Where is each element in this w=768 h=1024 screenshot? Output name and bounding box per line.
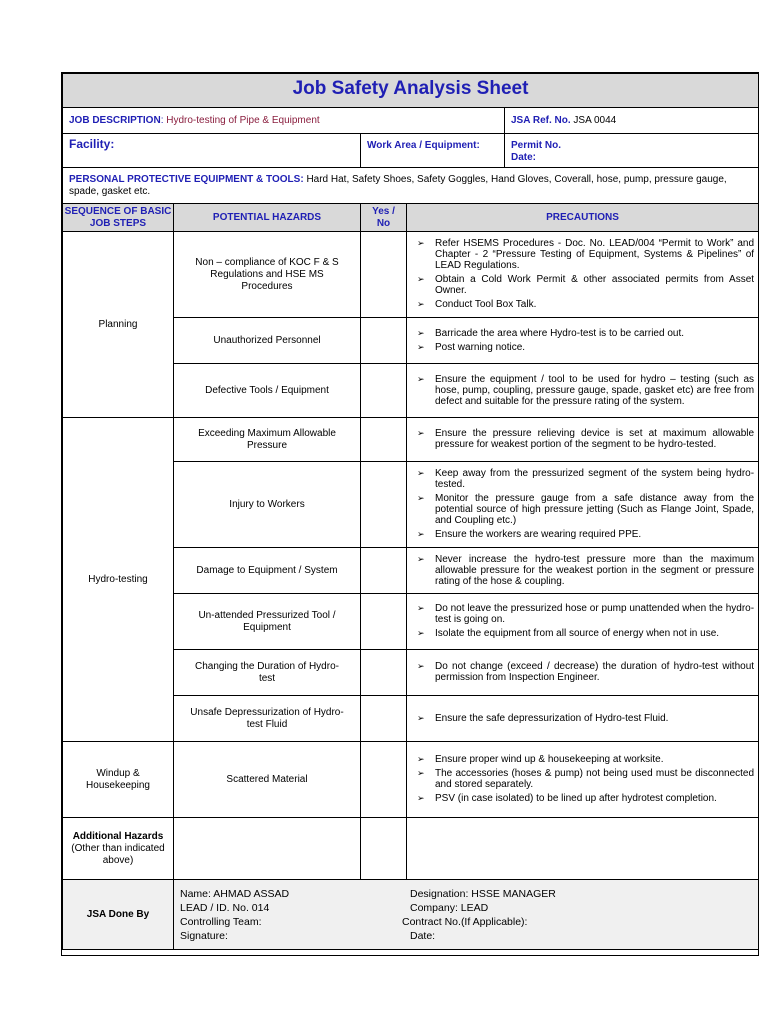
jsa-ref-label: JSA Ref. No. [511, 114, 571, 126]
permit-no-label: Permit No. [511, 140, 562, 151]
yes-no-cell[interactable] [361, 364, 407, 418]
permit-date-label: Date: [511, 152, 537, 163]
precaution-item: ➢ Conduct Tool Box Talk. [417, 299, 754, 310]
hazard-cell [174, 594, 361, 650]
yes-no-cell[interactable] [361, 232, 407, 318]
precautions-list [407, 550, 758, 592]
facility-label: Facility: [69, 137, 115, 151]
signatory-right-field: Date: [410, 929, 436, 942]
precaution-item: ➢ Keep away from the pressurized segment of the system being hydro-tested. [417, 468, 754, 490]
signatory-left-field: Controlling Team: [180, 915, 262, 928]
hazard-cell [174, 418, 361, 462]
precaution-item: ➢ PSV (in case isolated) to be lined up after hydrotest completion. [417, 793, 754, 804]
additional-hazards-label [63, 818, 174, 880]
precautions-cell [407, 318, 759, 364]
permit-cell [505, 134, 759, 168]
precautions-cell [407, 650, 759, 696]
work-area-cell [361, 134, 505, 168]
precautions-cell [407, 696, 759, 742]
jsa-done-by-label: JSA Done By [86, 908, 150, 920]
job-step-label: Hydro-testing [88, 573, 148, 585]
precaution-item: ➢ Isolate the equipment from all source of energy when not in use. [417, 628, 754, 639]
precaution-item: ➢ Ensure the safe depressurization of Hydro-test Fluid. [417, 713, 754, 724]
signatory-right-field: Designation: HSSE MANAGER [410, 887, 556, 900]
jsa-done-by-details [174, 880, 759, 950]
yes-no-cell[interactable] [361, 650, 407, 696]
hazard-cell [174, 318, 361, 364]
precautions-list [407, 234, 758, 315]
precaution-item: ➢ Refer HSEMS Procedures - Doc. No. LEAD/004 “Permit to Work” and Chapter - 2 “Pressure Testing of Equipment, Systems & Pipelines” of LEAD Regulations. [417, 238, 754, 271]
yes-no-cell[interactable] [361, 696, 407, 742]
jsa-done-by-row [63, 880, 759, 950]
precautions-list [407, 424, 758, 455]
job-description: JOB DESCRIPTION: Hydro-testing of Pipe & Equipment [63, 108, 505, 134]
yes-no-cell[interactable] [361, 742, 407, 818]
hazard-text: Exceeding Maximum Allowable Pressure [198, 427, 336, 451]
signatory-left-field: LEAD / ID. No. 014 [180, 901, 270, 914]
precaution-item: ➢ Ensure the pressure relieving device is set at maximum allowable pressure for weakest portion of the segment to be hydro-tested. [417, 428, 754, 450]
signatory-grid [174, 887, 758, 943]
yes-no-cell[interactable] [361, 548, 407, 594]
signatory-left-field: Signature: [180, 929, 228, 942]
hazard-cell [174, 232, 361, 318]
precaution-item: ➢ Post warning notice. [417, 342, 754, 353]
precaution-item: ➢ Do not change (exceed / decrease) the duration of hydro-test without permission from Inspection Engineer. [417, 661, 754, 683]
yes-no-cell[interactable] [361, 462, 407, 548]
precautions-cell [407, 232, 759, 318]
precautions-cell [407, 418, 759, 462]
precaution-item: ➢ Ensure the workers are wearing required PPE. [417, 529, 754, 540]
precaution-item: ➢ Do not leave the pressurized hose or pump unattended when the hydro-test is going on. [417, 603, 754, 625]
header-steps: SEQUENCE OF BASIC JOB STEPS [63, 204, 174, 232]
precautions-list [407, 599, 758, 644]
job-step-label: Windup & Housekeeping [86, 767, 150, 791]
signatory-right-field: Contract No.(If Applicable): [402, 915, 528, 928]
hazard-text: Injury to Workers [229, 498, 305, 510]
jsa-table [62, 73, 759, 950]
additional-hazards-yesno[interactable] [361, 818, 407, 880]
job-description-label: JOB DESCRIPTION [69, 114, 161, 126]
hazard-text: Unauthorized Personnel [213, 334, 321, 346]
header-yesno: Yes / No [361, 204, 407, 232]
precaution-item: ➢ Barricade the area where Hydro-test is to be carried out. [417, 328, 754, 339]
precautions-cell [407, 742, 759, 818]
hazard-text: Un-attended Pressurized Tool / Equipment [198, 609, 336, 633]
hazard-text: Changing the Duration of Hydro-test [195, 660, 339, 684]
precaution-item: ➢ The accessories (hoses & pump) not being used must be disconnected and stored separately. [417, 768, 754, 790]
job-description-value: Hydro-testing of Pipe & Equipment [166, 114, 320, 126]
yes-no-cell[interactable] [361, 594, 407, 650]
hazard-cell [174, 462, 361, 548]
hazard-cell [174, 742, 361, 818]
title-text: Job Safety Analysis Sheet [292, 78, 529, 99]
precautions-list [407, 324, 758, 358]
work-area-label: Work Area / Equipment: [367, 140, 480, 151]
job-step-label: Planning [98, 318, 138, 330]
signatory-left-field: Name: AHMAD ASSAD [180, 887, 290, 900]
additional-hazards-subtitle: (Other than indicated above) [71, 842, 165, 866]
ppe-label: PERSONAL PROTECTIVE EQUIPMENT & TOOLS: [69, 173, 304, 185]
job-step [63, 232, 174, 418]
hazard-text: Defective Tools / Equipment [205, 384, 329, 396]
header-hazards: POTENTIAL HAZARDS [174, 204, 361, 232]
precaution-item: ➢ Ensure the equipment / tool to be used for hydro – testing (such as hose, pump, coupling, pressure gauge, spade, gasket etc) are free from defect and suitable for the pressure rating of the system. [417, 374, 754, 407]
precautions-list [407, 750, 758, 809]
header-precautions: PRECAUTIONS [407, 204, 759, 232]
precaution-item: ➢ Monitor the pressure gauge from a safe distance away from the potential source of high pressure jetting (Such as Flange Joint, Spade, and Coupling etc.) [417, 493, 754, 526]
precautions-list [407, 709, 758, 729]
precautions-list [407, 370, 758, 412]
precautions-cell [407, 548, 759, 594]
hazard-row [63, 742, 759, 818]
hazard-row [63, 232, 759, 318]
precautions-list [407, 657, 758, 688]
additional-hazards-title: Additional Hazards [72, 830, 164, 842]
precautions-cell [407, 462, 759, 548]
jsa-ref [505, 108, 759, 134]
hazard-cell [174, 548, 361, 594]
hazard-row [63, 418, 759, 462]
precautions-cell [407, 594, 759, 650]
ppe-cell [63, 168, 759, 204]
facility-cell [63, 134, 361, 168]
additional-hazards-precautions[interactable] [407, 818, 759, 880]
signatory-right-field: Company: LEAD [410, 901, 489, 914]
yes-no-cell[interactable] [361, 418, 407, 462]
hazard-cell [174, 364, 361, 418]
job-step [63, 742, 174, 818]
hazard-text: Damage to Equipment / System [196, 564, 338, 576]
sheet-title [63, 74, 759, 108]
hazard-text: Unsafe Depressurization of Hydro-test Fluid [190, 706, 344, 730]
additional-hazards-input[interactable] [174, 818, 361, 880]
hazard-cell [174, 696, 361, 742]
jsa-done-by-label-cell [63, 880, 174, 950]
additional-hazards-row [63, 818, 759, 880]
jsa-sheet [61, 72, 759, 956]
hazard-cell [174, 650, 361, 696]
precautions-list [407, 464, 758, 545]
precaution-item: ➢ Never increase the hydro-test pressure more than the maximum allowable pressure for the weakest portion in the segment or pressure rating of the hose & coupling. [417, 554, 754, 587]
precaution-item: ➢ Ensure proper wind up & housekeeping at worksite. [417, 754, 754, 765]
precautions-cell [407, 364, 759, 418]
jsa-ref-value: JSA 0044 [573, 114, 617, 126]
hazard-text: Scattered Material [226, 773, 308, 785]
hazard-text: Non – compliance of KOC F & S Regulations and HSE MS Procedures [195, 256, 339, 292]
yes-no-cell[interactable] [361, 318, 407, 364]
job-step [63, 418, 174, 742]
precaution-item: ➢ Obtain a Cold Work Permit & other associated permits from Asset Owner. [417, 274, 754, 296]
ppe-value: Hard Hat, Safety Shoes, Safety Goggles, Hand Gloves, Coverall, hose, pump, pressure gauge, spade, gasket etc. [69, 173, 727, 197]
